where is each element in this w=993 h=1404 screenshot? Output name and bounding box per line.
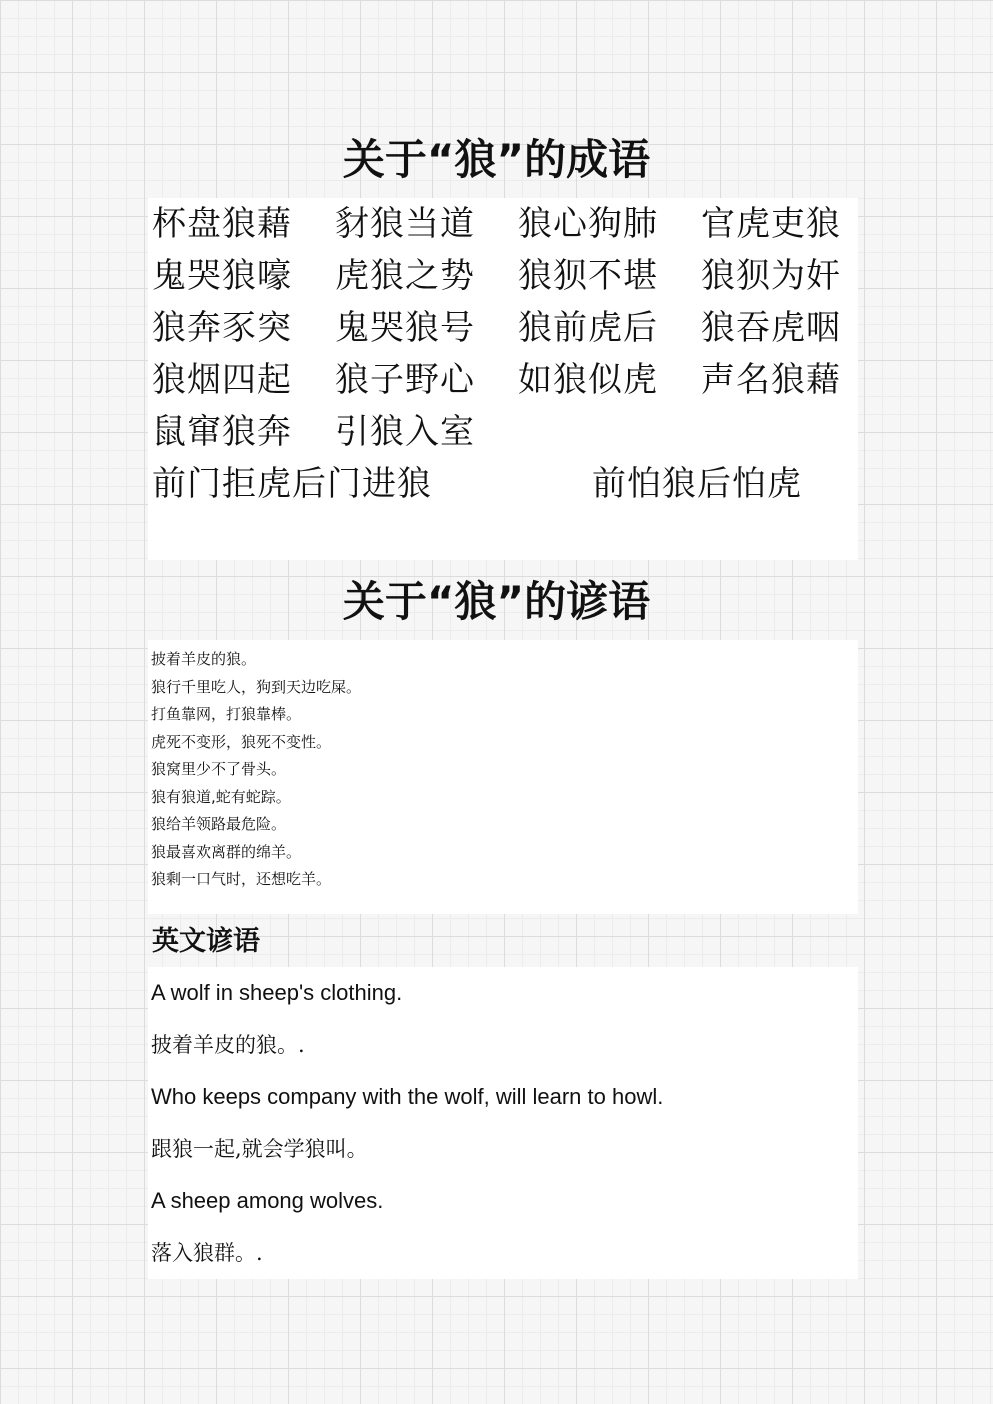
- english-proverb-translation: 落入狼群。.: [151, 1241, 263, 1265]
- idiom-row: [152, 198, 858, 250]
- idiom: 杯盘狼藉: [152, 204, 292, 244]
- idiom: 狼心狗肺: [518, 204, 658, 244]
- idiom: 狼狈为奸: [701, 256, 841, 296]
- english-proverb-text: Who keeps company with the wolf, will learn to howl.: [151, 1084, 664, 1109]
- proverb-item: 虎死不变形，狼死不变性。: [151, 732, 332, 751]
- english-proverb-translation: 跟狼一起,就会学狼叫。: [151, 1137, 368, 1161]
- idiom: 鼠窜狼奔: [152, 412, 292, 452]
- idiom-row: [152, 250, 858, 302]
- idiom: 引狼入室: [335, 412, 475, 452]
- idioms-grid: [152, 198, 858, 510]
- idiom: 如狼似虎: [518, 360, 658, 400]
- idiom: 鬼哭狼号: [335, 308, 475, 348]
- idiom: 豺狼当道: [335, 204, 475, 244]
- idiom: 狼吞虎咽: [701, 308, 841, 348]
- idiom-row: [152, 354, 858, 406]
- english-proverb-item: [151, 1077, 858, 1181]
- idiom: 狼烟四起: [152, 360, 292, 400]
- idiom: 虎狼之势: [335, 256, 475, 296]
- idioms-panel: [148, 198, 858, 560]
- proverb-item: 披着羊皮的狼。: [151, 650, 257, 668]
- idiom: 狼狈不堪: [518, 256, 658, 296]
- idiom: 官虎吏狼: [701, 204, 841, 244]
- idiom: 狼前虎后: [518, 308, 658, 348]
- idioms-title: 关于“狼”的成语: [342, 135, 651, 184]
- proverbs-panel: [148, 640, 858, 914]
- long-phrase: 前怕狼后怕虎: [592, 464, 802, 504]
- proverb-item: 狼有狼道,蛇有蛇踪。: [151, 787, 291, 806]
- idiom: 狼子野心: [335, 360, 475, 400]
- idiom: 声名狼藉: [701, 360, 841, 400]
- english-proverb-text: A sheep among wolves.: [151, 1188, 384, 1213]
- proverb-item: 狼最喜欢离群的绵羊。: [151, 842, 302, 861]
- proverb-item: 狼行千里吃人，狗到天边吃屎。: [151, 677, 362, 696]
- proverb-list: [148, 640, 858, 894]
- proverbs-title: 关于“狼”的谚语: [342, 577, 651, 626]
- english-proverb-text: A wolf in sheep's clothing.: [151, 980, 403, 1005]
- proverb-item: 狼给羊领路最危险。: [151, 815, 287, 833]
- idiom-row: [152, 302, 858, 354]
- english-proverbs-panel: [148, 967, 858, 1279]
- long-phrase: 前门拒虎后门进狼: [152, 464, 432, 504]
- english-proverb-list: [148, 967, 858, 1285]
- english-proverb-item: [151, 1181, 858, 1285]
- english-proverb-item: [151, 973, 858, 1077]
- proverb-item: 狼剩一口气时，还想吃羊。: [151, 870, 332, 888]
- proverb-item: 狼窝里少不了骨头。: [151, 760, 287, 778]
- english-proverbs-title: 英文谚语: [152, 926, 260, 957]
- proverb-item: 打鱼靠网，打狼靠棒。: [151, 705, 302, 723]
- idiom: 狼奔豕突: [152, 308, 292, 348]
- idiom-row: [152, 406, 858, 458]
- idiom: 鬼哭狼嚎: [152, 256, 292, 296]
- long-phrase-row: [152, 458, 858, 510]
- english-proverb-translation: 披着羊皮的狼。.: [151, 1033, 305, 1057]
